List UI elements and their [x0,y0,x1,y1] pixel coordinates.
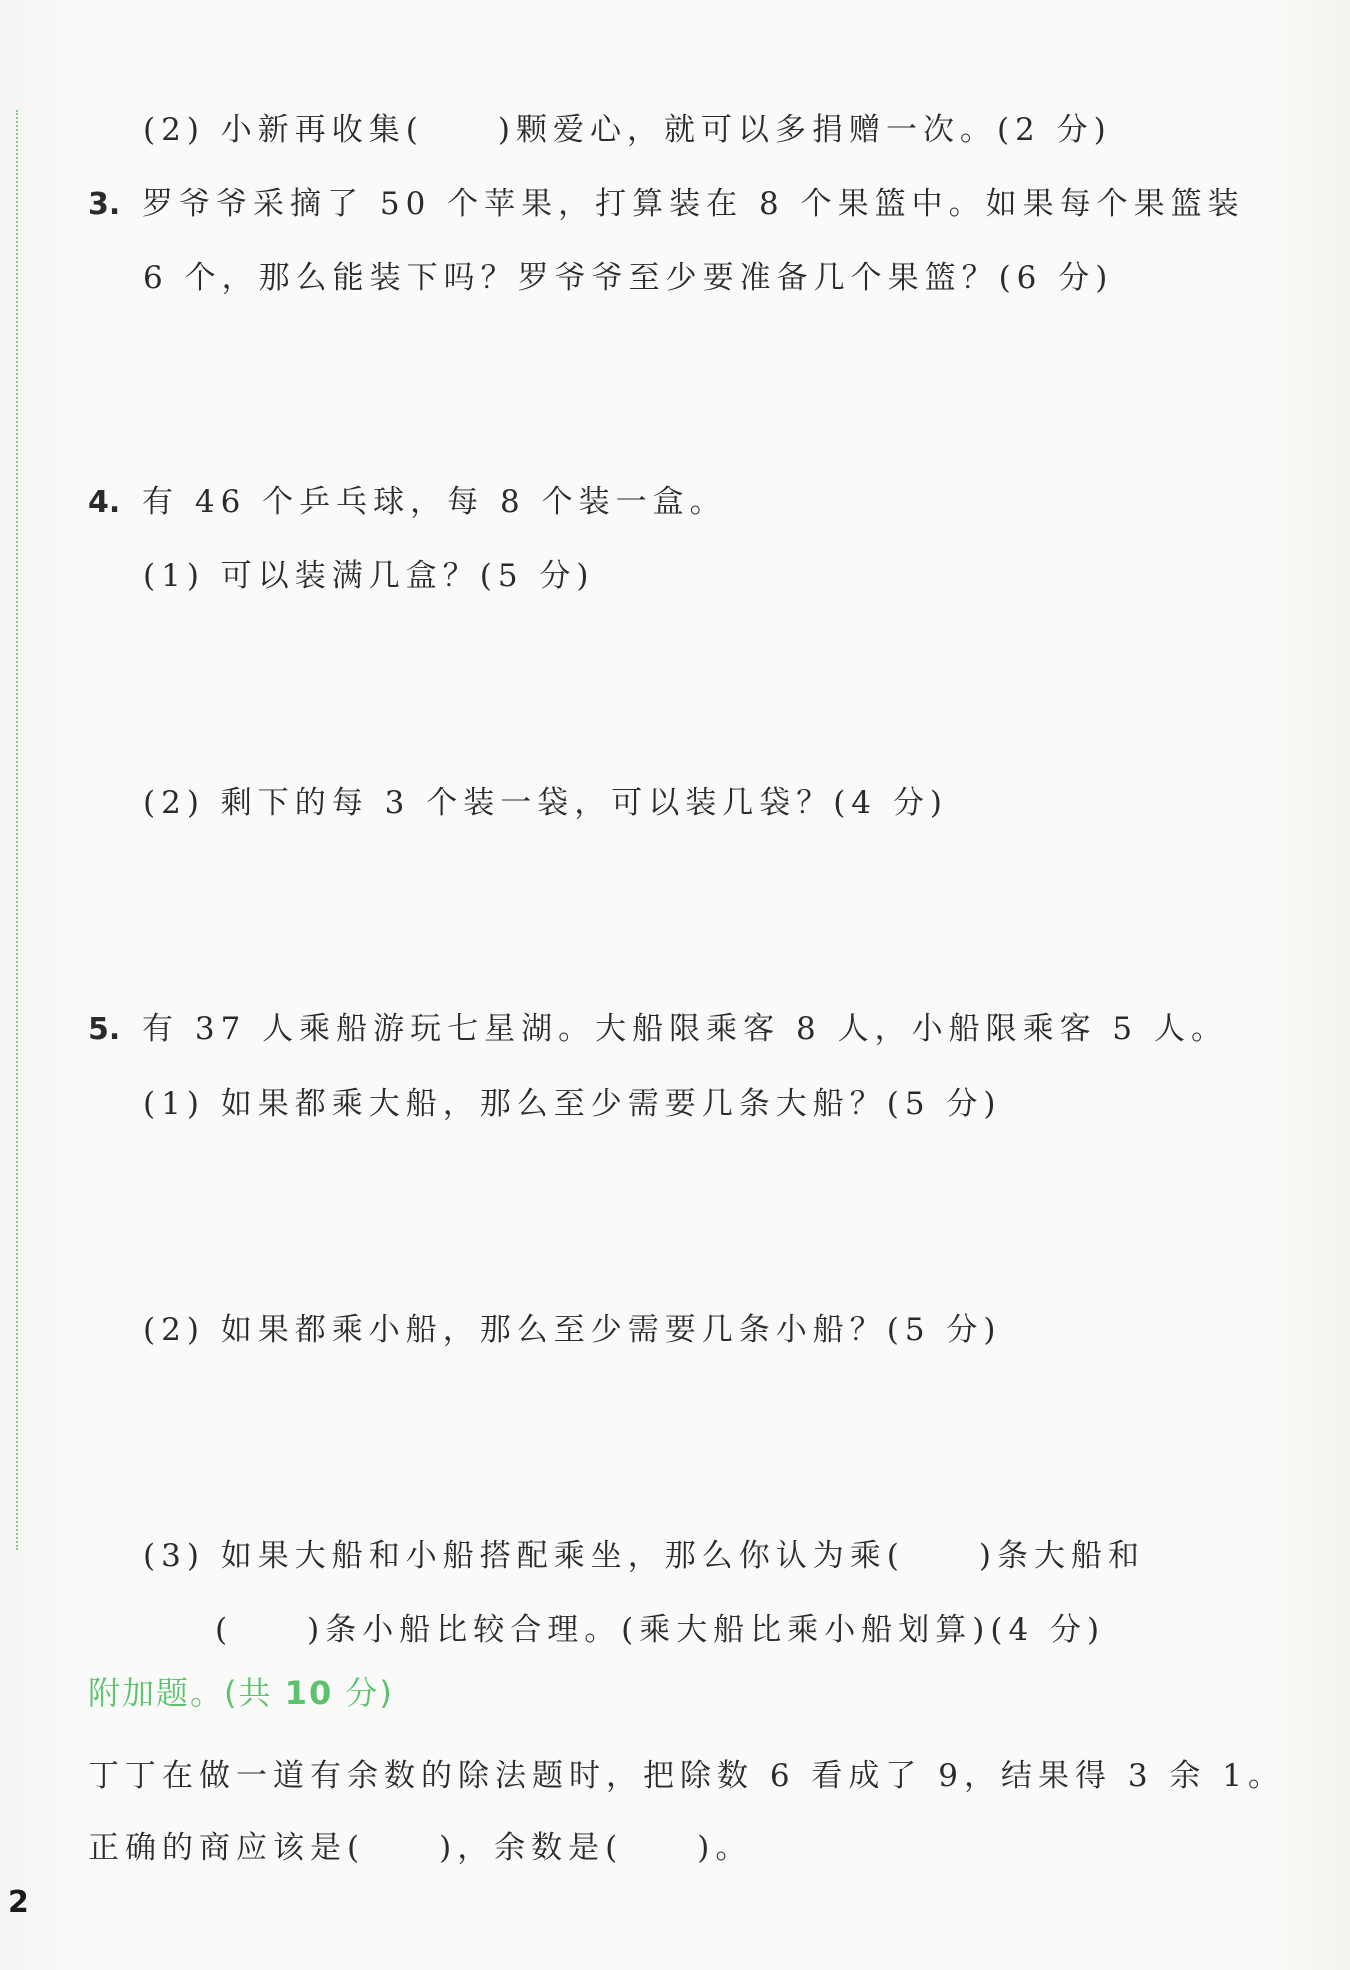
question-3-line2: 6 个，那么能装下吗？罗爷爷至少要准备几个果篮？(6 分) [143,260,1114,296]
bonus-title-prefix: 附加题。(共 [88,1674,285,1712]
question-3-line1: 罗爷爷采摘了 50 个苹果，打算装在 8 个果篮中。如果每个果篮装 [142,186,1245,222]
question-5-number: 5. [88,1012,121,1047]
question-4 [88,476,727,521]
bonus-title-points: 10 [284,1674,334,1712]
q2-sub2-text: (2) 小新再收集( )颗爱心，就可以多捐赠一次。(2 分) [143,112,1112,148]
bonus-title-suffix: 分) [333,1674,394,1712]
page-number: 2 [8,1885,29,1920]
question-5-sub3-line1: (3) 如果大船和小船搭配乘坐，那么你认为乘( )条大船和 [143,1538,1145,1574]
bonus-question-line1: 丁丁在做一道有余数的除法题时，把除数 6 看成了 9，结果得 3 余 1。 [88,1758,1286,1794]
binding-margin-line [16,110,18,1550]
question-4-sub2: (2) 剩下的每 3 个装一袋，可以装几袋？(4 分) [143,785,948,821]
question-5-stem: 有 37 人乘船游玩七星湖。大船限乘客 8 人，小船限乘客 5 人。 [142,1011,1229,1047]
question-3 [88,178,1245,223]
question-3-number: 3. [88,187,121,222]
question-4-stem: 有 46 个乒乓球，每 8 个装一盒。 [142,484,727,520]
question-4-number: 4. [88,485,121,520]
bonus-question-line2: 正确的商应该是( )，余数是( )。 [88,1830,753,1866]
question-5-sub3-line2: ( )条小船比较合理。(乘大船比乘小船划算)(4 分) [215,1612,1106,1648]
question-4-sub1: (1) 可以装满几盒？(5 分) [143,558,595,594]
bonus-section-title [88,1668,394,1714]
question-5-sub1: (1) 如果都乘大船，那么至少需要几条大船？(5 分) [143,1086,1002,1122]
question-5 [88,1003,1228,1048]
question-5-sub2: (2) 如果都乘小船，那么至少需要几条小船？(5 分) [143,1312,1002,1348]
